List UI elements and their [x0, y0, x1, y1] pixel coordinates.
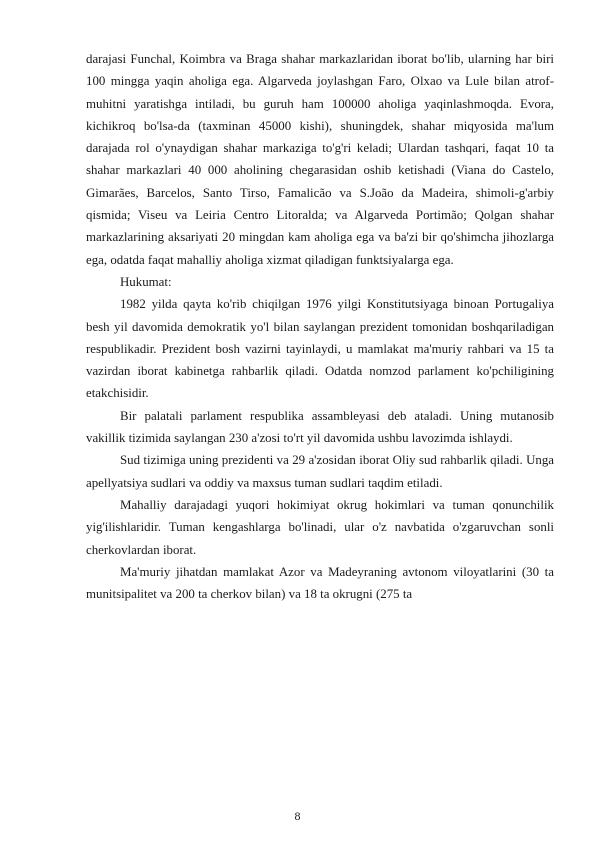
- paragraph-local-government: Mahalliy darajadagi yuqori hokimiyat okrug hokimlari va tuman qonunchilik yig'ilishlaridir. Tuman kengashlarga bo'linadi, ular o'z navbatida o'zgaruvchan sonli cherkovlardan iborat.: [86, 497, 554, 557]
- body-text: [86, 48, 554, 605]
- paragraph-continuation: darajasi Funchal, Koimbra va Braga shahar markazlaridan iborat bo'lib, ularning har biri 100 mingga yaqin aholiga ega. Algarveda joylashgan Faro, Olxao va Lule bilan atrof-muhitni yaratishga intiladi, bu guruh ham 100000 aholiga yaqinlashmoqda. Evora, kichikroq bo'lsa-da (taxminan 45000 kishi), shuningdek, shahar miqyosida ma'lum darajada rol o'ynaydigan shahar markaziga to'g'ri keladi; Ulardan tashqari, faqat 10 ta shahar markazlari 40 000 aholining chegarasidan oshib ketishadi (Viana do Castelo, Gimarães, Barcelos, Santo Tirso, Famalicão va S.João da Madeira, shimoli-g'arbiy qismida; Viseu va Leiria Centro Litoralda; va Algarveda Portimão; Qolgan shahar markazlarining aksariyati 20 mingdan kam aholiga ega va ba'zi bir qo'shimcha jihozlarga ega, odatda faqat mahalliy aholiga xizmat qiladigan funktsiyalarga ega.: [86, 52, 554, 267]
- paragraph-parliament: Bir palatali parlament respublika assambleyasi deb ataladi. Uning mutanosib vakillik tizimida saylangan 230 a'zosi to'rt yil davomida ushbu lavozimda ishlaydi.: [86, 408, 554, 446]
- page-number: 8: [294, 809, 301, 823]
- paragraph-administrative: Ma'muriy jihatdan mamlakat Azor va Madeyraning avtonom viloyatlarini (30 ta munitsipalitet va 200 ta cherkov bilan) va 18 ta okrugni (275 ta: [86, 564, 554, 602]
- paragraph-judiciary: Sud tizimiga uning prezidenti va 29 a'zosidan iborat Oliy sud rahbarlik qiladi. Unga apellyatsiya sudlari va oddiy va maxsus tuman sudlari taqdim etiladi.: [86, 453, 554, 490]
- section-heading-hukumat: Hukumat:: [120, 274, 172, 289]
- paragraph-constitution: 1982 yilda qayta ko'rib chiqilgan 1976 yilgi Konstitutsiyaga binoan Portugaliya besh yil davomida demokratik yo'l bilan saylangan prezident tomonidan boshqariladigan respublikadir. Prezident bosh vazirni tayinlaydi, u mamlakat ma'muriy rahbari va 15 ta vazirdan iborat kabinetga rahbarlik qiladi. Odatda nomzod parlament ko'pchiligining etakchisidir.: [86, 297, 554, 401]
